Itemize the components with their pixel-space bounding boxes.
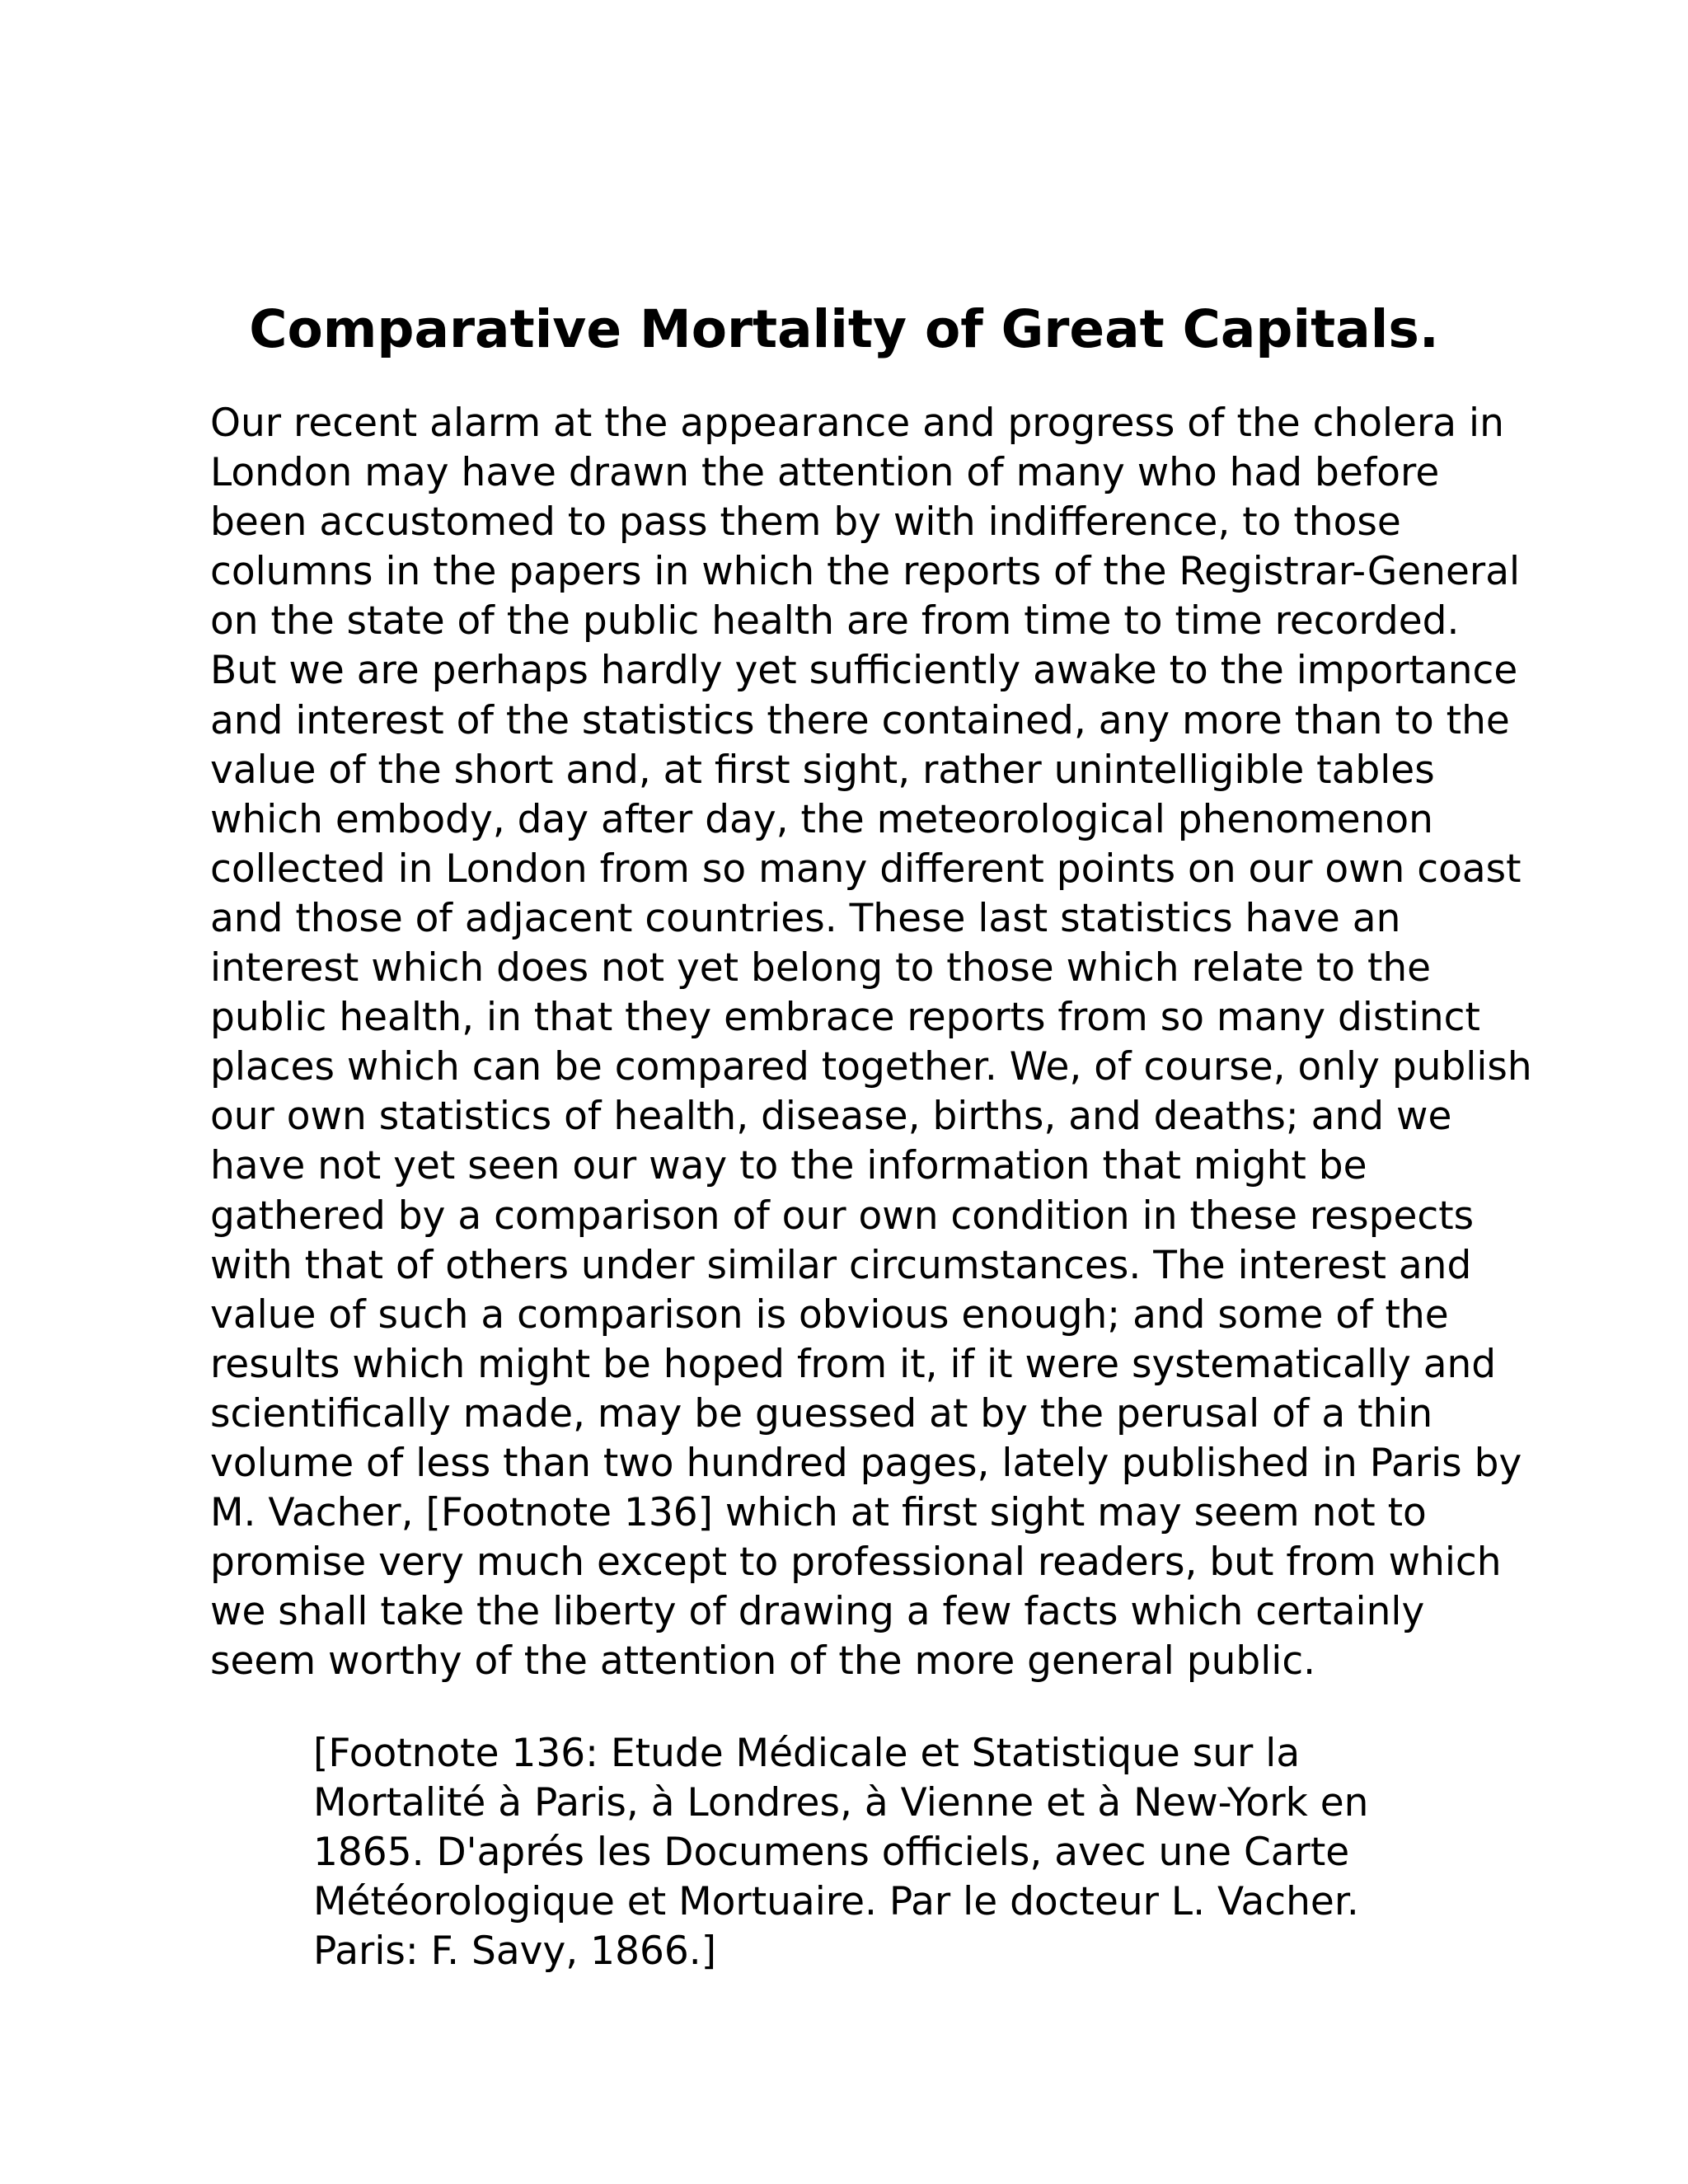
footnote-line: 1865. D'aprés les Documens officiels, avec une Carte — [313, 1830, 1350, 1876]
footnote-line: Mortalité à Paris, à Londres, à Vienne et à New-York en — [313, 1780, 1369, 1826]
body-line: our own statistics of health, disease, births, and deaths; and we — [210, 1094, 1452, 1140]
body-line: collected in London from so many different points on our own coast — [210, 846, 1522, 892]
footnote-136 — [313, 1729, 1467, 1976]
body-line: value of the short and, at first sight, rather unintelligible tables — [210, 747, 1435, 793]
body-line: been accustomed to pass them by with indifference, to those — [210, 499, 1401, 546]
body-line: But we are perhaps hardly yet sufficiently awake to the importance — [210, 648, 1518, 694]
body-line: Our recent alarm at the appearance and progress of the cholera in — [210, 401, 1504, 446]
page-title: Comparative Mortality of Great Capitals. — [249, 299, 1439, 359]
body-paragraph — [210, 399, 1545, 1686]
footnote-line: Paris: F. Savy, 1866.] — [313, 1929, 717, 1975]
body-line: volume of less than two hundred pages, lately published in Paris by — [210, 1440, 1522, 1486]
body-line: scientifically made, may be guessed at by the perusal of a thin — [210, 1390, 1433, 1436]
body-line: on the state of the public health are from time to time recorded. — [210, 598, 1460, 644]
footnote-line: Météorologique et Mortuaire. Par le docteur L. Vacher. — [313, 1879, 1359, 1925]
body-line: public health, in that they embrace reports from so many distinct — [210, 995, 1480, 1041]
body-line: interest which does not yet belong to those which relate to the — [210, 945, 1432, 991]
body-line: columns in the papers in which the reports of the Registrar-General — [210, 549, 1521, 595]
body-line: which embody, day after day, the meteorological phenomenon — [210, 796, 1433, 842]
body-line: London may have drawn the attention of many who had before — [210, 450, 1440, 496]
body-line: seem worthy of the attention of the more general public. — [210, 1638, 1316, 1685]
body-line: with that of others under similar circumstances. The interest and — [210, 1242, 1472, 1288]
body-line: M. Vacher, [Footnote 136] which at first sight may seem not to — [210, 1490, 1427, 1536]
body-line: gathered by a comparison of our own condition in these respects — [210, 1193, 1475, 1239]
body-line: have not yet seen our way to the information that might be — [210, 1143, 1367, 1189]
body-line: and those of adjacent countries. These last statistics have an — [210, 895, 1401, 941]
footnote-line: [Footnote 136: Etude Médicale et Statistique sur la — [313, 1731, 1301, 1776]
body-line: value of such a comparison is obvious enough; and some of the — [210, 1291, 1449, 1338]
body-line: promise very much except to professional readers, but from which — [210, 1540, 1502, 1586]
body-line: and interest of the statistics there contained, any more than to the — [210, 697, 1510, 743]
body-line: we shall take the liberty of drawing a few facts which certainly — [210, 1589, 1425, 1635]
body-line: results which might be hoped from it, if it were systematically and — [210, 1341, 1497, 1387]
body-line: places which can be compared together. We, of course, only publish — [210, 1044, 1532, 1090]
